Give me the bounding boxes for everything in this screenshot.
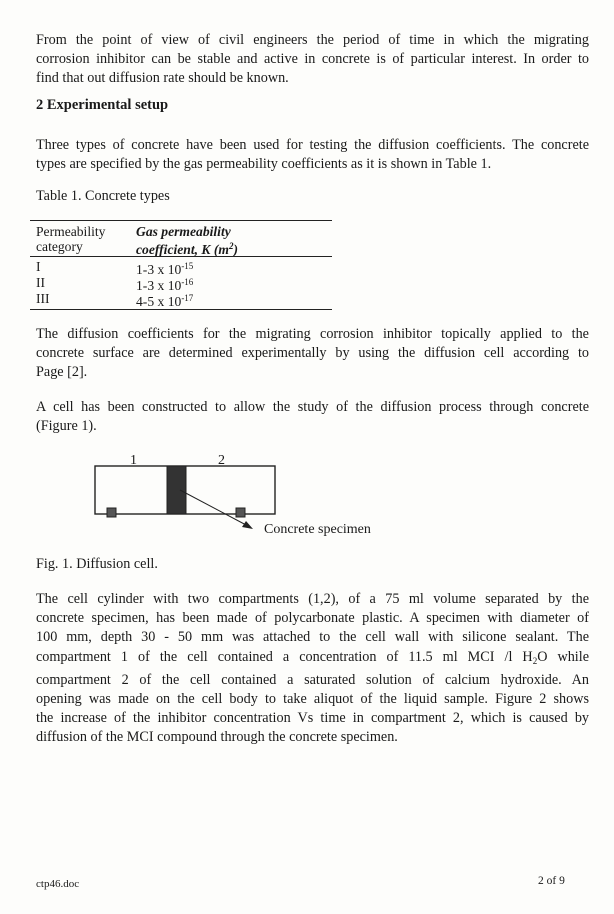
table-cell-category: I (36, 259, 41, 274)
text-line: Page [2]. (36, 364, 88, 381)
text-line: concrete specimen, has been made of polycarbonate plastic. A specimen with diameter of (36, 610, 589, 627)
intro-paragraph (36, 31, 589, 89)
subscript: 2 (532, 655, 538, 666)
text-line: compartment 2 of the cell contained a saturated solution of calcium hydroxide. An (36, 671, 589, 688)
table-top-rule (30, 220, 332, 221)
specimen-pointer-arrowhead (242, 521, 253, 529)
table-header-rule (30, 256, 332, 257)
text-line: types are specified by the gas permeability coefficients as it is shown in Table 1. (36, 156, 492, 173)
text-line-with-subscript (36, 648, 589, 671)
cell-paragraph (36, 398, 589, 436)
text-line: (Figure 1). (36, 418, 97, 435)
header-gas-permeability: Gas permeability (136, 224, 231, 239)
diffusion-cell-figure (80, 448, 400, 548)
compartment-2-label: 2 (218, 453, 225, 468)
text-line: concrete surface are determined experimentally by using the diffusion cell according to (36, 345, 589, 362)
description-paragraph (36, 590, 589, 748)
concrete-specimen (167, 466, 186, 514)
port-left (107, 508, 116, 517)
text-line: the increase of the inhibitor concentration Vs time in compartment 2, which is caused by (36, 710, 589, 727)
header-coefficient-text: coefficient, K (m (136, 242, 229, 257)
value-exponent: -16 (181, 277, 194, 287)
text-segment: O while (537, 648, 589, 665)
table-caption: Table 1. Concrete types (36, 188, 170, 204)
text-line: From the point of view of civil engineers the period of time in which the migrating (36, 32, 589, 48)
value-base: 1-3 x 10 (136, 278, 182, 293)
header-coefficient (136, 239, 238, 258)
text-line: diffusion of the MCI compound through the concrete specimen. (36, 729, 398, 746)
value-base: 4-5 x 10 (136, 294, 182, 309)
header-coefficient-close: ) (233, 242, 239, 257)
text-line: A cell has been constructed to allow the study of the diffusion process through concrete (36, 399, 589, 415)
setup-paragraph (36, 136, 589, 174)
text-line: opening was made on the cell body to take aliquot of the liquid sample. Figure 2 shows (36, 691, 589, 708)
section-heading: 2 Experimental setup (36, 97, 169, 113)
footer-filename: ctp46.doc (36, 878, 80, 890)
header-permeability: Permeability (36, 224, 106, 239)
value-exponent: -15 (181, 261, 194, 271)
table-bottom-rule (30, 309, 332, 310)
header-category: category (36, 239, 83, 254)
text-line: find that out diffusion rate should be known. (36, 70, 289, 87)
text-line: The cell cylinder with two compartments (1,2), of a 75 ml volume separated by the (36, 591, 589, 607)
text-line: Three types of concrete have been used for testing the diffusion coefficients. The concrete (36, 137, 589, 153)
text-segment: compartment 1 of the cell contained a concentration of 11.5 ml MCI /l H (36, 648, 533, 665)
compartment-1-label: 1 (130, 453, 137, 468)
table-cell-value (136, 291, 193, 310)
diffusion-paragraph (36, 325, 589, 383)
specimen-label: Concrete specimen (264, 522, 371, 537)
text-line: corrosion inhibitor can be stable and active in concrete is of particular interest. In order to (36, 51, 589, 68)
table-cell-category: III (36, 291, 50, 306)
value-base: 1-3 x 10 (136, 262, 182, 277)
header-coefficient-sup: 2 (229, 241, 234, 251)
table-cell-category: II (36, 275, 46, 290)
text-line: The diffusion coefficients for the migrating corrosion inhibitor topically applied to the (36, 326, 589, 342)
footer-page-number: 2 of 9 (538, 875, 565, 887)
figure-caption: Fig. 1. Diffusion cell. (36, 556, 158, 572)
value-exponent: -17 (181, 293, 194, 303)
port-right (236, 508, 245, 517)
text-line: 100 mm, depth 30 - 50 mm was attached to the cell wall with silicone sealant. The (36, 629, 589, 646)
